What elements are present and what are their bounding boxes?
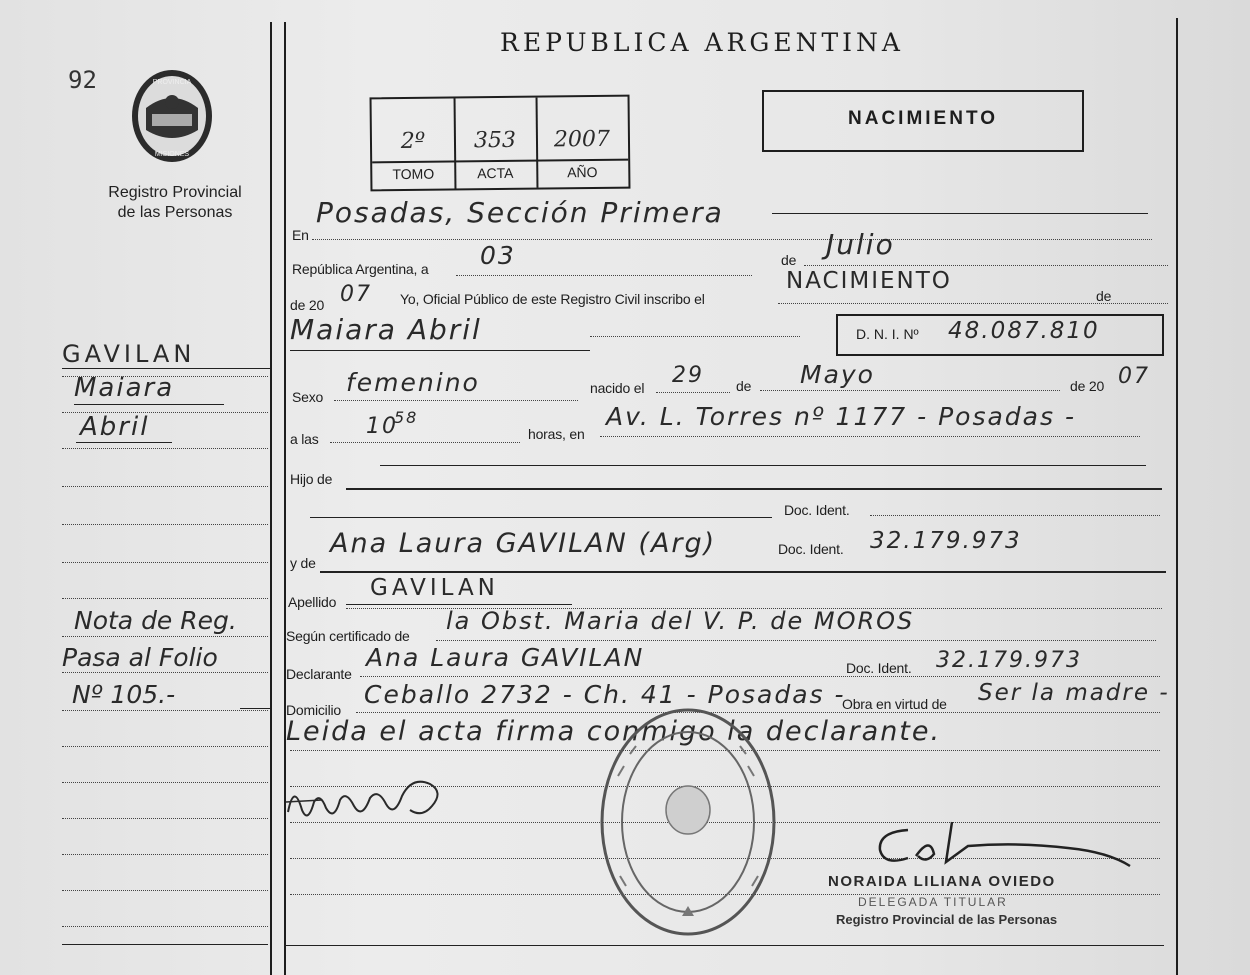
entry-apellido: GAVILAN: [370, 575, 499, 601]
rule-line: [62, 598, 268, 599]
entry-obra-en-virtud: Ser la madre -: [978, 680, 1170, 706]
label-nacido-el: nacido el: [590, 380, 645, 396]
rule-line: [600, 436, 1140, 437]
rule-line: [62, 672, 268, 673]
rule-line: [312, 239, 1152, 240]
dni-label: D. N. I. Nº: [856, 326, 919, 342]
official-name: NORAIDA LILIANA OVIEDO: [828, 873, 1056, 890]
rule-line: [62, 782, 268, 783]
rule-line: [778, 303, 1168, 304]
rule-line: [346, 488, 1162, 490]
label-declarante: Declarante: [286, 666, 352, 682]
label-doc-ident-3: Doc. Ident.: [846, 660, 912, 676]
rule-line: [656, 392, 730, 393]
label-hijo-de: Hijo de: [290, 471, 333, 487]
official-round-stamp: [598, 706, 778, 938]
tomo-value: 2º: [400, 128, 426, 155]
entry-declarante: Ana Laura GAVILAN: [366, 643, 645, 672]
rule-line: [62, 562, 268, 563]
rule-line: [870, 515, 1160, 516]
rule-line: [62, 818, 268, 819]
rule-line: [62, 636, 268, 637]
rule-line: [62, 368, 270, 369]
label-sexo: Sexo: [292, 389, 324, 405]
registry-name-line1: Registro Provincial: [108, 184, 242, 201]
label-apellido: Apellido: [288, 594, 337, 610]
seal-top-text: PROVINCIA: [152, 79, 192, 86]
margin-nota-line1: Nota de Reg.: [74, 606, 237, 635]
rule-line: [804, 265, 1168, 266]
rule-line: [62, 448, 268, 449]
registry-name: [80, 183, 270, 223]
rule-line: [772, 213, 1148, 214]
label-de: de: [781, 252, 797, 268]
entry-hora: 10: [366, 414, 398, 439]
form-right-border: [1176, 18, 1178, 975]
label-horas-en: horas, en: [528, 426, 585, 442]
label-segun-certificado: Según certificado de: [286, 628, 410, 644]
label-yo-oficial: Yo, Oficial Público de este Registro Civil inscribo el: [400, 291, 705, 307]
margin-nota-line2: Pasa al Folio: [62, 643, 218, 672]
rule-line: [62, 376, 268, 377]
registry-name-line2: de las Personas: [117, 204, 233, 221]
entry-dia-nac: 29: [672, 363, 704, 388]
rule-line: [334, 400, 578, 401]
rule-line: [76, 442, 172, 443]
rule-line: [590, 336, 800, 337]
provincial-seal-emblem: [128, 66, 216, 166]
rule-line: [62, 890, 268, 891]
label-republica-a: República Argentina, a: [292, 261, 429, 277]
entry-dia: 03: [480, 241, 516, 270]
declarante-signature: [282, 762, 462, 832]
rule-line: [380, 465, 1146, 466]
tomo-label: TOMO: [392, 165, 435, 183]
rule-line: [62, 710, 268, 711]
margin-nombre1: Maiara: [74, 373, 175, 403]
rule-line: [456, 275, 752, 276]
label-de-20: de 20: [290, 297, 325, 313]
rule-line: [62, 412, 268, 413]
rule-line: [74, 404, 224, 405]
form-left-border: [284, 22, 286, 975]
rule-line: [62, 524, 268, 525]
rule-line: [62, 486, 268, 487]
entry-mes: Julio: [826, 228, 895, 261]
label-en: En: [292, 227, 309, 243]
label-de-20-year: de 20: [1070, 378, 1105, 394]
rule-line: [240, 708, 270, 709]
rule-line: [330, 442, 520, 443]
official-title: DELEGADA TITULAR: [858, 895, 1008, 909]
label-obra-en-virtud: Obra en virtud de: [842, 696, 947, 712]
ano-value: 2007: [553, 126, 611, 153]
margin-nota-line3: Nº 105.-: [72, 680, 176, 709]
rule-line: [320, 571, 1166, 573]
entry-dni: 48.087.810: [948, 318, 1100, 344]
dni-box: [836, 314, 1164, 356]
record-type: NACIMIENTO: [848, 108, 998, 129]
acta-value: 353: [473, 127, 517, 154]
label-domicilio: Domicilio: [286, 702, 341, 718]
entry-anio-nac: 07: [1118, 364, 1150, 389]
page-number: 92: [68, 66, 97, 94]
entry-sexo: femenino: [346, 368, 480, 397]
margin-nombre2: Abril: [80, 412, 150, 442]
entry-madre: Ana Laura GAVILAN (Arg): [330, 528, 717, 559]
rule-line: [290, 350, 590, 351]
entry-acto: NACIMIENTO: [786, 268, 952, 294]
label-de-end: de: [1096, 288, 1112, 304]
label-y-de: y de: [290, 555, 316, 571]
rule-line: [62, 854, 268, 855]
margin-left-border: [270, 22, 272, 975]
rule-line: [436, 640, 1156, 641]
official-office: Registro Provincial de las Personas: [836, 912, 1058, 927]
entry-lugar: Posadas, Sección Primera: [316, 196, 724, 229]
rule-line: [284, 945, 1164, 946]
rule-line: [62, 944, 268, 945]
country-title: REPUBLICA ARGENTINA: [500, 28, 904, 57]
rule-line: [62, 746, 268, 747]
entry-anio: 07: [340, 282, 372, 307]
ano-label: AÑO: [567, 163, 598, 181]
seal-bottom-text: MISIONES: [154, 151, 190, 158]
entry-declarante-doc: 32.179.973: [936, 648, 1082, 673]
entry-nombre: Maiara Abril: [290, 313, 482, 346]
entry-mes-nac: Mayo: [800, 360, 875, 389]
rule-line: [346, 604, 572, 605]
rule-line: [760, 390, 1060, 391]
label-doc-ident-2: Doc. Ident.: [778, 541, 844, 557]
record-type-box: [762, 90, 1084, 152]
record-number-box: [370, 95, 631, 192]
label-a-las: a las: [290, 431, 319, 447]
label-de-mes: de: [736, 378, 752, 394]
entry-minutos: 58: [394, 408, 419, 427]
entry-leida: Leida el acta firma conmigo la declarante.: [286, 716, 942, 747]
entry-madre-doc: 32.179.973: [870, 528, 1022, 554]
margin-apellido: GAVILAN: [62, 340, 196, 368]
entry-lugar-nac: Av. L. Torres nº 1177 - Posadas -: [606, 402, 1076, 431]
entry-domicilio: Ceballo 2732 - Ch. 41 - Posadas -: [364, 680, 846, 709]
entry-certificado: la Obst. Maria del V. P. de MOROS: [446, 607, 915, 635]
rule-line: [62, 926, 268, 927]
label-doc-ident-1: Doc. Ident.: [784, 502, 850, 518]
rule-line: [310, 517, 772, 518]
acta-label: ACTA: [477, 164, 514, 182]
rule-line: [360, 676, 1160, 677]
